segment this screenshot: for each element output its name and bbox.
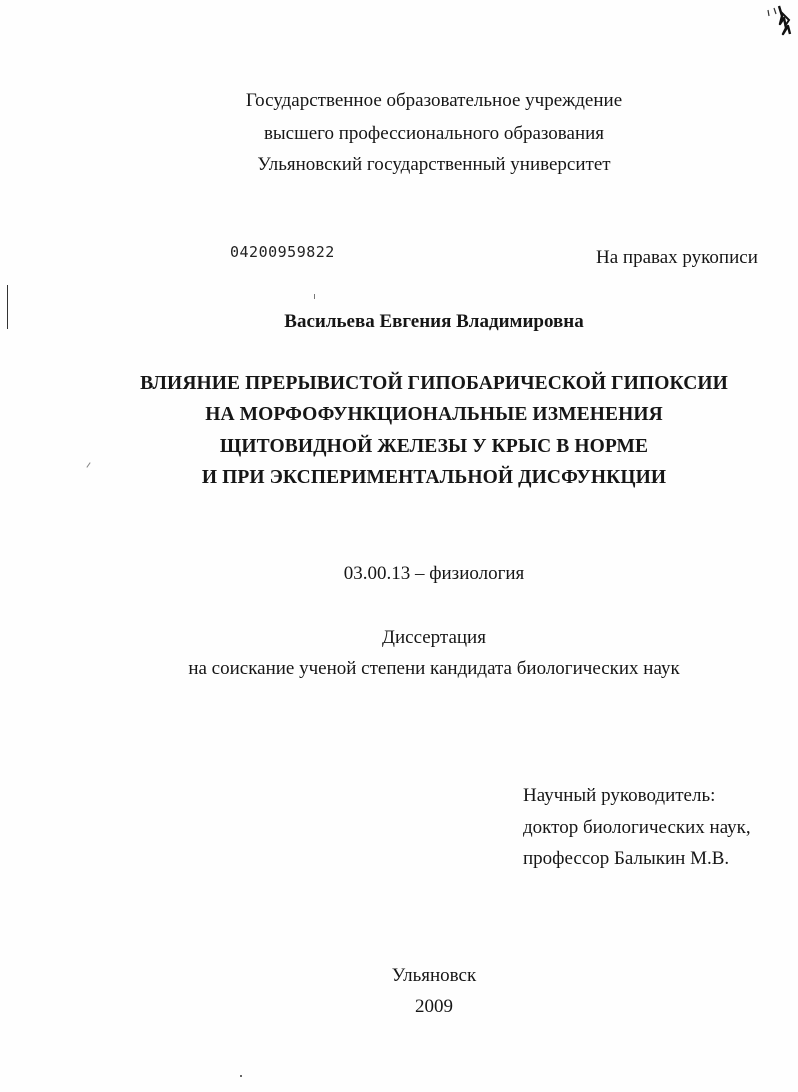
dissertation-label: Диссертация [382,627,486,648]
scan-dot-bottom [240,1075,242,1077]
registry-number: 04200959822 [230,243,335,261]
dissertation-degree: на соискание ученой степени кандидата биологических наук [188,658,680,679]
supervisor-label: Научный руководитель: [523,785,716,806]
author-name: Васильева Евгения Владимировна [284,311,584,332]
title-line-1: ВЛИЯНИЕ ПРЕРЫВИСТОЙ ГИПОБАРИЧЕСКОЙ ГИПОКСИИ [140,373,728,394]
supervisor-degree: доктор биологических наук, [523,817,751,838]
institution-line-2: высшего профессионального образования [263,123,605,144]
supervisor-name: профессор Балыкин М.В. [523,848,730,869]
corner-stamp-mark [764,4,794,38]
title-line-3: ЩИТОВИДНОЙ ЖЕЛЕЗЫ У КРЫС В НОРМЕ [219,436,649,457]
footer-city: Ульяновск [391,965,477,986]
scan-dot [314,294,315,299]
footer-year: 2009 [415,996,453,1017]
title-line-4: И ПРИ ЭКСПЕРИМЕНТАЛЬНОЙ ДИСФУНКЦИИ [201,467,667,488]
title-line-2: НА МОРФОФУНКЦИОНАЛЬНЫЕ ИЗМЕНЕНИЯ [205,404,663,425]
rights-note: На правах рукописи [596,247,758,268]
specialty-code: 03.00.13 – физиология [343,563,525,584]
institution-line-3: Ульяновский государственный университет [257,154,611,175]
institution-line-1: Государственное образовательное учреждение [245,90,623,111]
